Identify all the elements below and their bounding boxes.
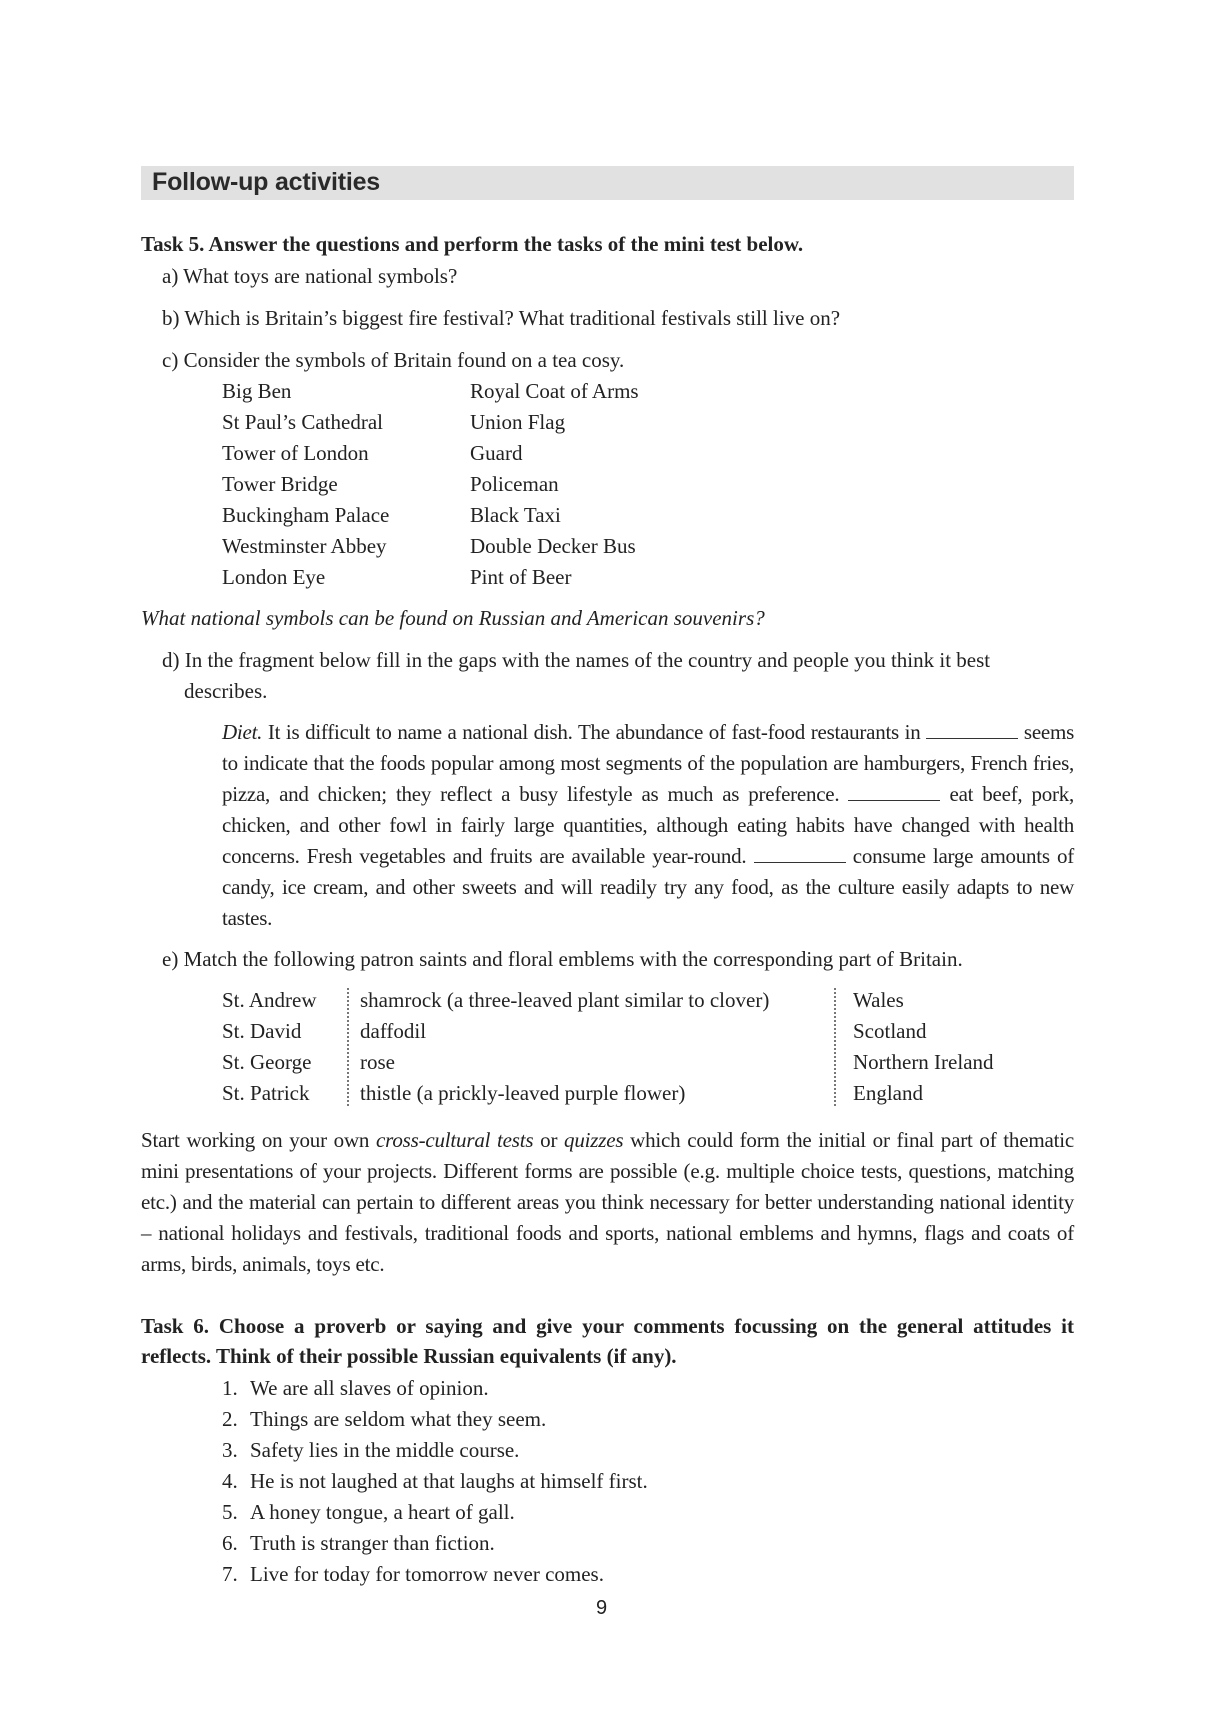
symbol-item: Tower Bridge [222, 472, 338, 496]
symbol-item: Policeman [470, 472, 559, 496]
saints-column [222, 985, 317, 1109]
symbol-item: Union Flag [470, 410, 566, 434]
page-number: 9 [596, 1597, 608, 1619]
symbol-item: Tower of London [222, 441, 369, 465]
list-item: 2. Things are seldom what they seem. [222, 1407, 547, 1431]
symbol-item: London Eye [222, 565, 326, 589]
symbols-right-list [470, 376, 639, 593]
saint-item: St. David [222, 1019, 302, 1043]
column-divider [347, 988, 349, 1106]
symbol-item: Big Ben [222, 379, 292, 403]
emblem-item: daffodil [360, 1019, 427, 1043]
saint-item: St. George [222, 1050, 312, 1074]
list-item: 1. We are all slaves of opinion. [222, 1376, 489, 1400]
saint-item: St. Andrew [222, 988, 317, 1012]
question-b: b) Which is Britain’s biggest fire festival? What traditional festivals still live on? [162, 306, 841, 330]
part-item: England [853, 1081, 923, 1105]
question-e: e) Match the following patron saints and floral emblems with the corresponding part of Britain. [162, 947, 963, 971]
part-item: Scotland [853, 1019, 927, 1043]
symbol-item: Royal Coat of Arms [470, 379, 639, 403]
emblems-column [360, 985, 769, 1109]
column-divider [834, 988, 836, 1106]
proverb-list [222, 1373, 648, 1590]
emblem-item: rose [360, 1050, 395, 1074]
emblem-item: thistle (a prickly-leaved purple flower) [360, 1081, 686, 1105]
question-d-line2: describes. [184, 679, 268, 703]
blank-gap [848, 782, 940, 801]
souvenir-question: What national symbols can be found on Russian and American souvenirs? [141, 606, 765, 630]
symbol-item: Pint of Beer [470, 565, 572, 589]
part-item: Wales [853, 988, 904, 1012]
saint-item: St. Patrick [222, 1081, 310, 1105]
list-item: 5. A honey tongue, a heart of gall. [222, 1500, 515, 1524]
part-item: Northern Ireland [853, 1050, 994, 1074]
symbol-item: Buckingham Palace [222, 503, 390, 527]
task5-heading: Task 5. Answer the questions and perform the tasks of the mini test below. [141, 232, 804, 256]
followup-paragraph: Start working on your own cross-cultural tests or quizzes which could form the initial or final part of thematic mini presentations of your projects. Different forms are possible (e.g. multiple choice tests, questions, matching etc.) and the material can pertain to different areas you think necessary for better understanding national identity – national holidays and festivals, traditional foods and sports, national emblems and hymns, flags and coats of arms, birds, animals, toys etc. [141, 1128, 1074, 1276]
symbol-item: Double Decker Bus [470, 534, 636, 558]
diet-fragment: Diet. It is difficult to name a national dish. The abundance of fast-food restaurants in seems to indicate that the foods popular among most segments of the population are hamburgers, French fries, pizza, and chicken; they reflect a busy lifestyle as much as preference. eat beef, pork, chicken, and other fowl in fairly large quantities, although eating habits have changed with health concerns. Fresh vegetables and fruits are available year-round. consume large amounts of candy, ice cream, and other sweets and will readily try any food, as the culture easily adapts to new tastes. [222, 720, 1074, 930]
blank-gap [926, 720, 1018, 739]
symbol-item: Guard [470, 441, 523, 465]
blank-gap [754, 844, 846, 863]
question-c: c) Consider the symbols of Britain found on a tea cosy. [162, 348, 625, 372]
symbol-item: St Paul’s Cathedral [222, 410, 383, 434]
list-item: 7. Live for today for tomorrow never comes. [222, 1562, 604, 1586]
question-d-line1: d) In the fragment below fill in the gaps with the names of the country and people you think it best [162, 648, 991, 672]
question-a: a) What toys are national symbols? [162, 264, 458, 288]
task6-heading: Task 6. Choose a proverb or saying and give your comments focussing on the general attitudes it reflects. Think of their possible Russian equivalents (if any). [141, 1314, 1074, 1368]
emblem-item: shamrock (a three-leaved plant similar to clover) [360, 988, 770, 1012]
symbol-item: Black Taxi [470, 503, 561, 527]
symbol-item: Westminster Abbey [222, 534, 387, 558]
list-item: 3. Safety lies in the middle course. [222, 1438, 520, 1462]
list-item: 6. Truth is stranger than fiction. [222, 1531, 495, 1555]
section-banner [141, 166, 1074, 200]
list-item: 4. He is not laughed at that laughs at himself first. [222, 1469, 648, 1493]
diet-label: Diet. [222, 720, 263, 744]
section-title: Follow-up activities [152, 168, 380, 196]
parts-column [853, 985, 994, 1109]
symbols-left-list [222, 376, 389, 593]
